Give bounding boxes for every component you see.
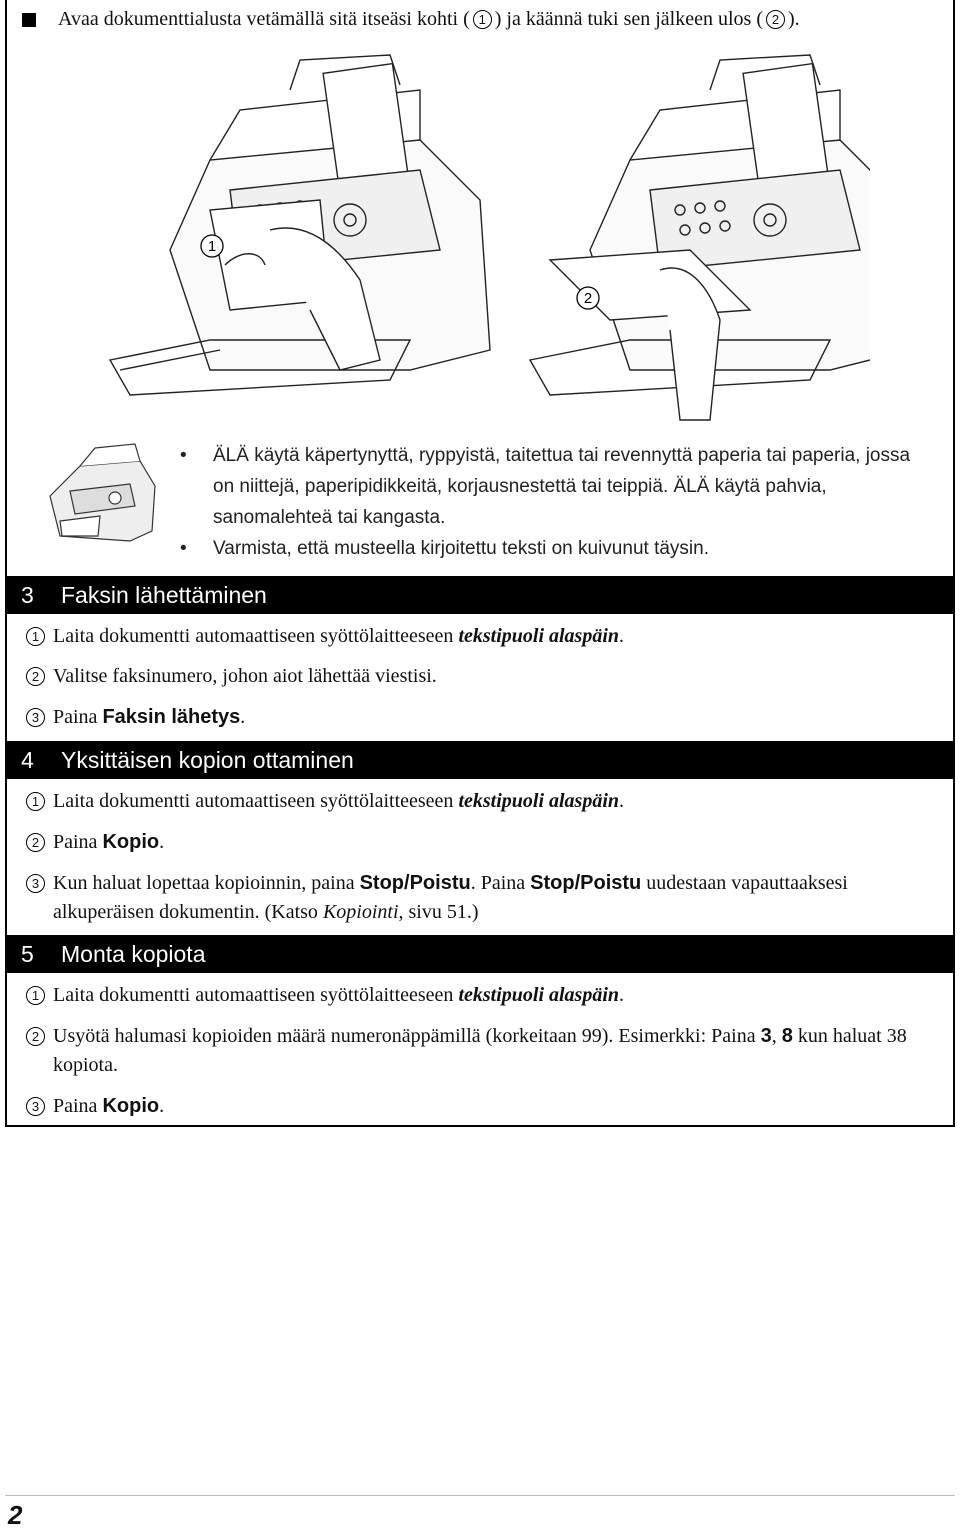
step-number: 2 bbox=[26, 1027, 45, 1046]
step-text: Laita dokumentti automaattiseen syöttölaitteeseen tekstipuoli alaspäin. bbox=[53, 984, 625, 1006]
warning-list bbox=[180, 440, 933, 564]
step-number: 1 bbox=[26, 792, 45, 811]
step-item bbox=[26, 787, 933, 816]
step-item bbox=[26, 622, 933, 651]
step-number: 2 bbox=[26, 667, 45, 686]
section-number: 4 bbox=[21, 746, 34, 773]
bullet-icon: • bbox=[180, 445, 187, 466]
fax-machine-illustration bbox=[90, 50, 870, 430]
section-title: Yksittäisen kopion ottaminen bbox=[61, 746, 354, 773]
step-number: 3 bbox=[26, 1097, 45, 1116]
circled-marker: 2 bbox=[766, 10, 785, 29]
step-text: Valitse faksinumero, johon aiot lähettää viestisi. bbox=[53, 665, 437, 687]
page-number: 2 bbox=[8, 1500, 23, 1530]
step-item bbox=[26, 981, 933, 1010]
step-text: Paina Kopio. bbox=[53, 1095, 165, 1117]
fax-machine-thumbnail bbox=[40, 436, 160, 548]
section-number: 5 bbox=[21, 940, 34, 967]
warning-text: Varmista, että musteella kirjoitettu teksti on kuivunut täysin. bbox=[213, 538, 709, 559]
warning-item bbox=[180, 533, 933, 564]
section-header bbox=[7, 741, 953, 779]
section-header bbox=[7, 576, 953, 614]
step-text: Laita dokumentti automaattiseen syöttölaitteeseen tekstipuoli alaspäin. bbox=[53, 625, 625, 647]
step-number: 3 bbox=[26, 874, 45, 893]
intro-text-b: ) ja käännä tuki sen jälkeen ulos ( bbox=[494, 8, 763, 30]
figure-label-1: 1 bbox=[207, 238, 217, 255]
step-number: 1 bbox=[26, 986, 45, 1005]
step-item bbox=[26, 1022, 933, 1080]
step-item bbox=[26, 703, 933, 732]
intro-text-a: Avaa dokumenttialusta vetämällä sitä itseäsi kohti ( bbox=[58, 8, 470, 30]
fax-machine-right bbox=[530, 55, 870, 420]
section-number: 3 bbox=[21, 581, 34, 608]
step-text: Laita dokumentti automaattiseen syöttölaitteeseen tekstipuoli alaspäin. bbox=[53, 790, 625, 812]
square-bullet-icon bbox=[22, 13, 36, 27]
warning-text: ÄLÄ käytä käpertynyttä, ryppyistä, taitettua tai revennyttä paperia tai paperia, jossa on niittejä, paperipidikkeitä, korjausnestettä tai teippiä. ÄLÄ käytä pahvia, sanomalehteä tai kangasta. bbox=[213, 445, 911, 528]
footer-divider bbox=[5, 1495, 955, 1496]
step-text: Paina Kopio. bbox=[53, 831, 165, 853]
bullet-icon: • bbox=[180, 538, 187, 559]
step-text: Paina Faksin lähetys. bbox=[53, 706, 246, 728]
step-text: Usyötä halumasi kopioiden määrä numeronäppämillä (korkeitaan 99). Esimerkki: Paina 3, 8 kun haluat 38 kopiota. bbox=[53, 1025, 907, 1076]
warning-item bbox=[180, 440, 933, 533]
intro-line bbox=[22, 8, 800, 31]
circled-marker: 1 bbox=[473, 10, 492, 29]
step-item bbox=[26, 828, 933, 857]
step-number: 2 bbox=[26, 833, 45, 852]
section-title: Monta kopiota bbox=[61, 940, 206, 967]
step-item bbox=[26, 1092, 933, 1121]
fax-machine-left bbox=[110, 55, 490, 395]
step-text: Kun haluat lopettaa kopioinnin, paina Stop/Poistu. Paina Stop/Poistu uudestaan vapauttaaksesi alkuperäisen dokumentin. (Katso Kopiointi, sivu 51.) bbox=[53, 872, 848, 923]
section-header bbox=[7, 935, 953, 973]
step-item bbox=[26, 869, 933, 927]
section-title: Faksin lähettäminen bbox=[61, 581, 267, 608]
intro-text-c: ). bbox=[788, 8, 800, 30]
figure-label-2: 2 bbox=[583, 290, 593, 307]
step-number: 1 bbox=[26, 627, 45, 646]
step-number: 3 bbox=[26, 708, 45, 727]
step-item bbox=[26, 662, 933, 691]
